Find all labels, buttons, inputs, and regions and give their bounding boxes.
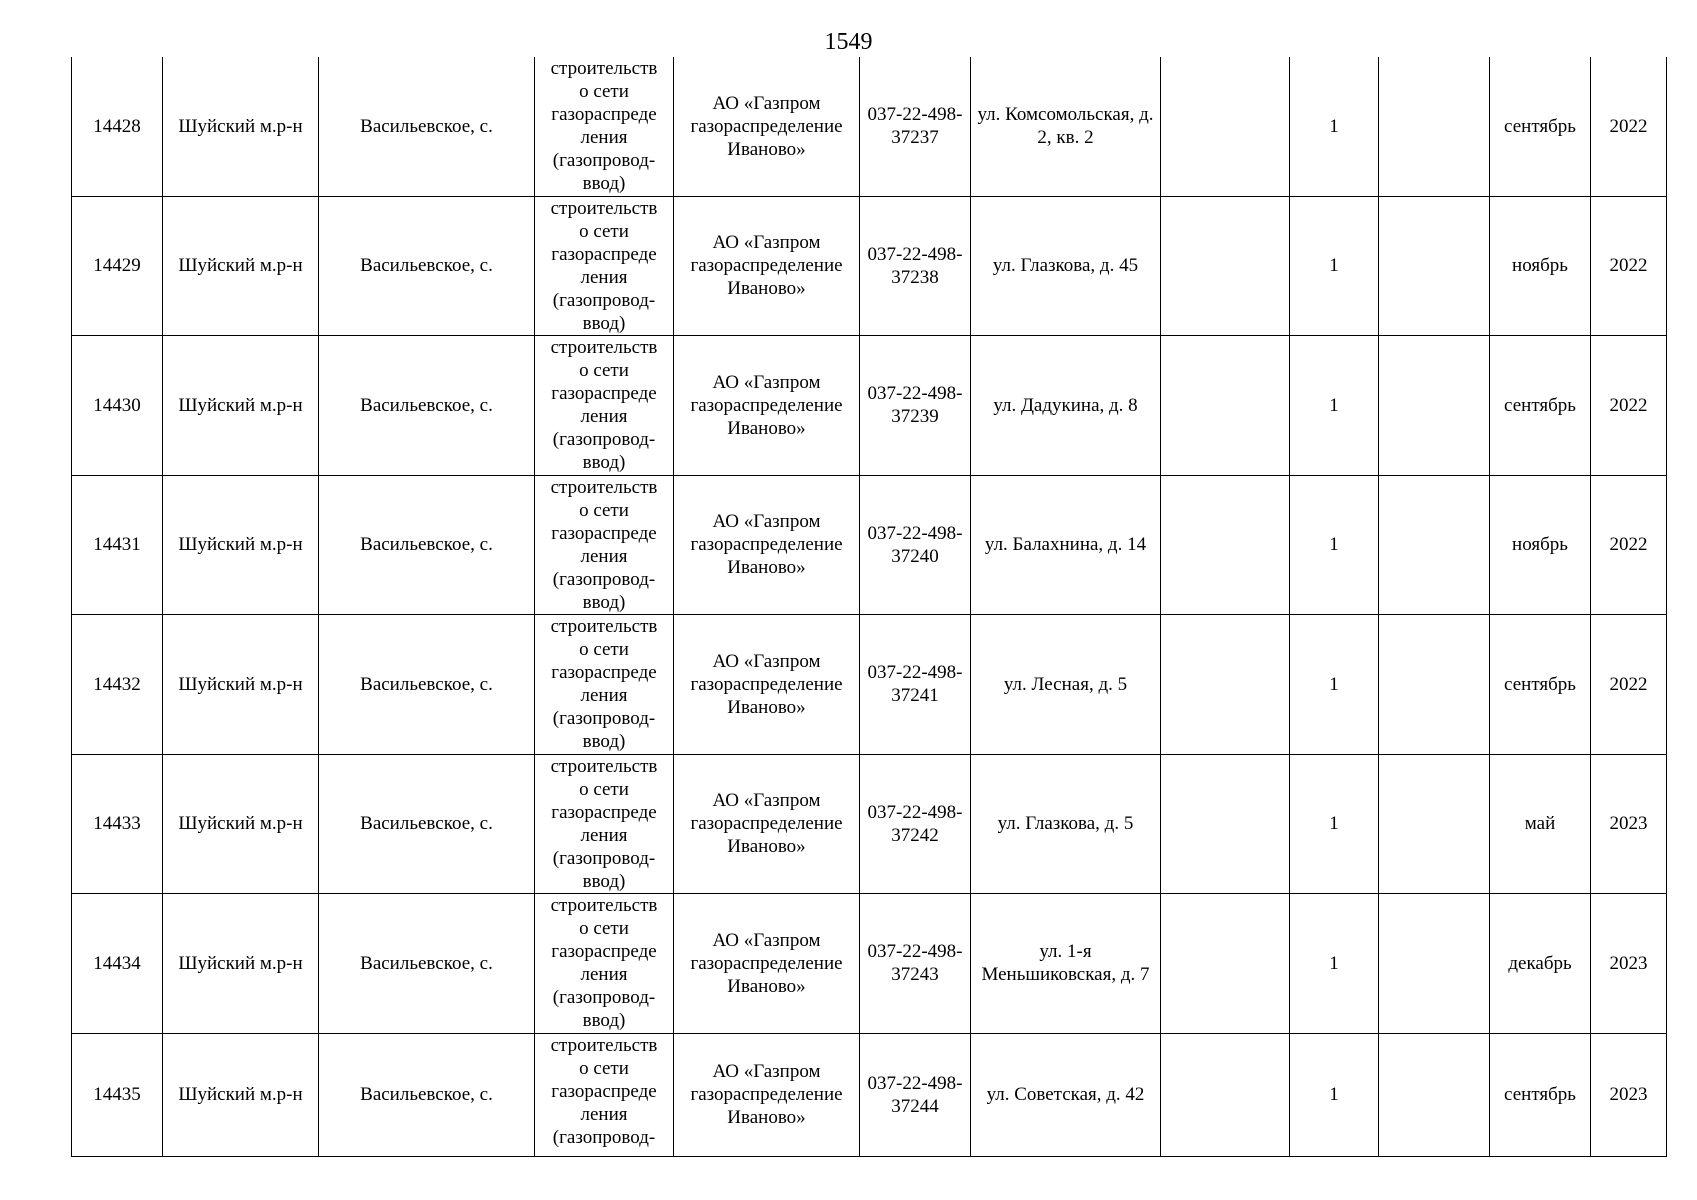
cell-month: ноябрь — [1490, 475, 1591, 615]
cell-settlement: Васильевское, с. — [319, 196, 535, 336]
cell-code: 037-22-498-37244 — [860, 1033, 971, 1156]
cell-year: 2022 — [1591, 336, 1667, 476]
work-type-line: ввод) — [582, 452, 626, 473]
cell-organization: АО «Газпром газораспределение Иваново» — [674, 1033, 860, 1156]
cell-month: сентябрь — [1490, 615, 1591, 755]
cell-organization: АО «Газпром газораспределение Иваново» — [674, 615, 860, 755]
cell-empty-10 — [1379, 615, 1490, 755]
cell-count: 1 — [1290, 57, 1379, 196]
cell-settlement: Васильевское, с. — [319, 57, 535, 196]
work-type-line: (газопровод- — [552, 150, 656, 171]
work-type-line: о сети — [579, 918, 629, 939]
cell-count: 1 — [1290, 475, 1379, 615]
work-type-line: ввод) — [582, 591, 626, 613]
cell-settlement: Васильевское, с. — [319, 615, 535, 755]
cell-work-type — [535, 336, 674, 476]
cell-organization: АО «Газпром газораспределение Иваново» — [674, 894, 860, 1034]
work-type-line: строительств — [550, 197, 658, 219]
work-type-line: ввод) — [582, 173, 626, 194]
cell-code: 037-22-498-37242 — [860, 754, 971, 894]
cell-district: Шуйский м.р-н — [163, 336, 319, 476]
work-type-line: строительств — [550, 337, 658, 358]
cell-month: сентябрь — [1490, 336, 1591, 476]
cell-empty-8 — [1161, 754, 1290, 894]
cell-code: 037-22-498-37238 — [860, 196, 971, 336]
cell-code: 037-22-498-37240 — [860, 475, 971, 615]
cell-address: ул. Лесная, д. 5 — [971, 615, 1161, 755]
cell-district: Шуйский м.р-н — [163, 57, 319, 196]
work-type-line: (газопровод- — [552, 847, 656, 869]
work-type-line: ления — [580, 964, 628, 985]
cell-empty-8 — [1161, 615, 1290, 755]
cell-empty-10 — [1379, 196, 1490, 336]
cell-empty-10 — [1379, 475, 1490, 615]
work-type-line: газораспреде — [551, 243, 657, 265]
cell-organization: АО «Газпром газораспределение Иваново» — [674, 754, 860, 894]
cell-empty-8 — [1161, 336, 1290, 476]
cell-year: 2023 — [1591, 894, 1667, 1034]
work-type-line: строительств — [550, 616, 658, 637]
cell-year: 2023 — [1591, 1033, 1667, 1156]
cell-work-type — [535, 615, 674, 755]
cell-count: 1 — [1290, 1033, 1379, 1156]
work-type-line: (газопровод- — [552, 708, 656, 729]
cell-empty-8 — [1161, 57, 1290, 196]
work-type-line: газораспреде — [551, 801, 657, 823]
cell-count: 1 — [1290, 615, 1379, 755]
cell-count: 1 — [1290, 894, 1379, 1034]
work-type-line: газораспреде — [551, 662, 657, 683]
cell-district: Шуйский м.р-н — [163, 615, 319, 755]
cell-number: 14432 — [72, 615, 163, 755]
cell-month: сентябрь — [1490, 1033, 1591, 1156]
cell-code: 037-22-498-37241 — [860, 615, 971, 755]
cell-district: Шуйский м.р-н — [163, 754, 319, 894]
cell-settlement: Васильевское, с. — [319, 754, 535, 894]
cell-district: Шуйский м.р-н — [163, 196, 319, 336]
table-row — [72, 475, 1667, 615]
work-type-line: ления — [580, 127, 628, 148]
work-type-line: о сети — [579, 81, 629, 102]
page-number: 1549 — [824, 29, 873, 55]
cell-number: 14435 — [72, 1033, 163, 1156]
work-type-line: (газопровод- — [552, 1126, 656, 1148]
work-type-line: о сети — [579, 778, 629, 800]
work-type-line: (газопровод- — [552, 289, 656, 311]
cell-number: 14433 — [72, 754, 163, 894]
table-row — [72, 1033, 1667, 1156]
cell-month: май — [1490, 754, 1591, 894]
table-row — [72, 615, 1667, 755]
cell-address: ул. Глазкова, д. 45 — [971, 196, 1161, 336]
work-type-line: газораспреде — [551, 1080, 657, 1102]
work-type-line: строительств — [550, 755, 658, 777]
cell-number: 14430 — [72, 336, 163, 476]
cell-year: 2023 — [1591, 754, 1667, 894]
registry-rows — [72, 57, 1667, 1156]
work-type-line: о сети — [579, 220, 629, 242]
cell-district: Шуйский м.р-н — [163, 475, 319, 615]
cell-work-type — [535, 754, 674, 894]
work-type-line: (газопровод- — [552, 568, 656, 590]
table-row — [72, 894, 1667, 1034]
cell-work-type — [535, 1033, 674, 1156]
work-type-line: ления — [580, 824, 628, 846]
cell-empty-10 — [1379, 1033, 1490, 1156]
cell-settlement: Васильевское, с. — [319, 475, 535, 615]
cell-code: 037-22-498-37237 — [860, 57, 971, 196]
work-type-line: ввод) — [582, 870, 626, 892]
work-type-line: строительств — [550, 476, 658, 498]
cell-empty-8 — [1161, 475, 1290, 615]
cell-month: декабрь — [1490, 894, 1591, 1034]
work-type-line: (газопровод- — [552, 429, 656, 450]
cell-address: ул. Балахнина, д. 14 — [971, 475, 1161, 615]
cell-address: ул. 1-я Меньшиковская, д. 7 — [971, 894, 1161, 1034]
registry-table — [71, 57, 1667, 1157]
work-type-line: газораспреде — [551, 941, 657, 962]
work-type-line: строительств — [550, 1034, 658, 1056]
work-type-line: строительств — [550, 58, 658, 79]
work-type-line: о сети — [579, 360, 629, 381]
work-type-line: строительств — [550, 895, 658, 916]
cell-organization: АО «Газпром газораспределение Иваново» — [674, 336, 860, 476]
table-row — [72, 754, 1667, 894]
cell-work-type — [535, 196, 674, 336]
cell-empty-8 — [1161, 196, 1290, 336]
work-type-line: о сети — [579, 639, 629, 660]
cell-work-type — [535, 475, 674, 615]
cell-count: 1 — [1290, 196, 1379, 336]
cell-organization: АО «Газпром газораспределение Иваново» — [674, 196, 860, 336]
work-type-line: ввод) — [582, 731, 626, 752]
work-type-line: газораспреде — [551, 522, 657, 544]
work-type-line: (газопровод- — [552, 987, 656, 1008]
cell-address: ул. Дадукина, д. 8 — [971, 336, 1161, 476]
cell-number: 14429 — [72, 196, 163, 336]
table-row — [72, 57, 1667, 196]
cell-address: ул. Глазкова, д. 5 — [971, 754, 1161, 894]
work-type-line: о сети — [579, 499, 629, 521]
cell-empty-10 — [1379, 754, 1490, 894]
cell-work-type — [535, 894, 674, 1034]
work-type-line: ления — [580, 266, 628, 288]
cell-number: 14431 — [72, 475, 163, 615]
work-type-line: ввод) — [582, 1010, 626, 1031]
cell-work-type — [535, 57, 674, 196]
table-row — [72, 336, 1667, 476]
work-type-line: ления — [580, 545, 628, 567]
cell-empty-10 — [1379, 336, 1490, 476]
cell-code: 037-22-498-37239 — [860, 336, 971, 476]
cell-year: 2022 — [1591, 57, 1667, 196]
cell-empty-10 — [1379, 57, 1490, 196]
cell-count: 1 — [1290, 754, 1379, 894]
cell-address: ул. Советская, д. 42 — [971, 1033, 1161, 1156]
work-type-line: ввод) — [582, 312, 626, 334]
cell-number: 14428 — [72, 57, 163, 196]
cell-settlement: Васильевское, с. — [319, 336, 535, 476]
cell-number: 14434 — [72, 894, 163, 1034]
cell-year: 2022 — [1591, 475, 1667, 615]
cell-month: сентябрь — [1490, 57, 1591, 196]
cell-empty-10 — [1379, 894, 1490, 1034]
work-type-line: ления — [580, 1103, 628, 1125]
cell-code: 037-22-498-37243 — [860, 894, 971, 1034]
table-row — [72, 196, 1667, 336]
cell-month: ноябрь — [1490, 196, 1591, 336]
work-type-line: газораспреде — [551, 383, 657, 404]
work-type-line: ления — [580, 406, 628, 427]
cell-settlement: Васильевское, с. — [319, 1033, 535, 1156]
cell-district: Шуйский м.р-н — [163, 894, 319, 1034]
cell-district: Шуйский м.р-н — [163, 1033, 319, 1156]
cell-empty-8 — [1161, 894, 1290, 1034]
work-type-line: ления — [580, 685, 628, 706]
cell-address: ул. Комсомольская, д. 2, кв. 2 — [971, 57, 1161, 196]
work-type-line: газораспреде — [551, 104, 657, 125]
cell-year: 2022 — [1591, 615, 1667, 755]
cell-empty-8 — [1161, 1033, 1290, 1156]
cell-year: 2022 — [1591, 196, 1667, 336]
cell-organization: АО «Газпром газораспределение Иваново» — [674, 57, 860, 196]
cell-organization: АО «Газпром газораспределение Иваново» — [674, 475, 860, 615]
work-type-line: о сети — [579, 1057, 629, 1079]
cell-settlement: Васильевское, с. — [319, 894, 535, 1034]
cell-count: 1 — [1290, 336, 1379, 476]
